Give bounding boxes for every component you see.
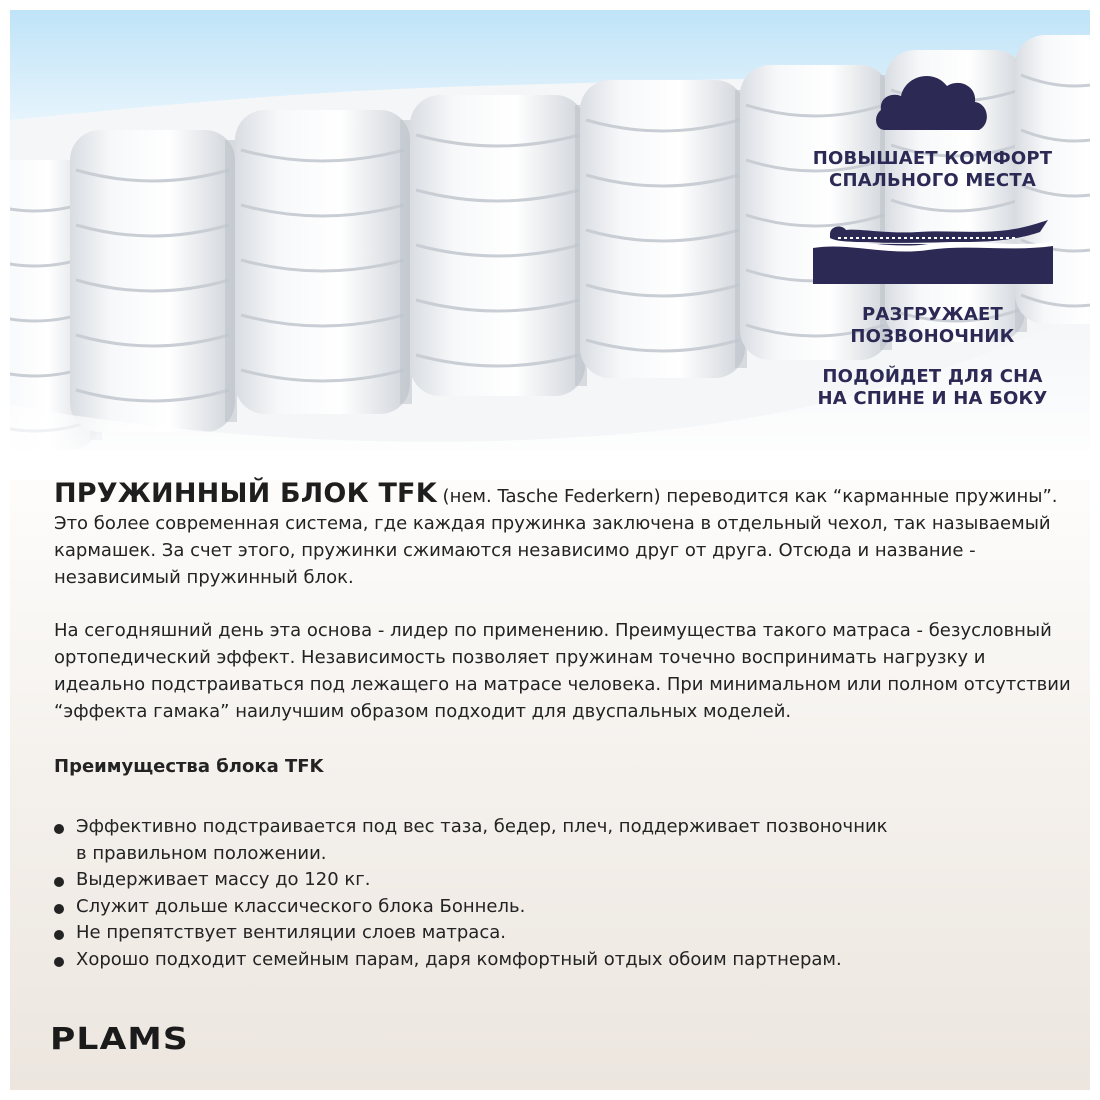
list-item: Служит дольше классического блока Боннель. bbox=[54, 894, 1074, 921]
advantages-list bbox=[54, 814, 1074, 973]
feature-list bbox=[785, 60, 1080, 410]
intro-title: ПРУЖИННЫЙ БЛОК TFK bbox=[54, 478, 437, 509]
brand-logo: PLAMS bbox=[50, 1022, 189, 1057]
feature-sleep-position-text: ПОДОЙДЕТ ДЛЯ СНА НА СПИНЕ И НА БОКУ bbox=[817, 366, 1048, 409]
list-item: Не препятствует вентиляции слоев матраса. bbox=[54, 920, 1074, 947]
cloud-icon bbox=[785, 60, 1080, 138]
list-item: Выдерживает массу до 120 кг. bbox=[54, 867, 1074, 894]
main-paragraph: На сегодняшний день эта основа - лидер по применению. Преимущества такого матраса - безусловный ортопедический эффект. Независимость позволяет пружинам точечно воспринимать нагрузку и идеально подстраиваться под лежащего на матрасе человека. При минимальном или полном отсутствии “эффекта гамака” наилучшим образом подходит для двуспальных моделей. bbox=[54, 620, 1071, 722]
product-card bbox=[10, 10, 1090, 1090]
list-item: Хорошо подходит семейным парам, даря комфортный отдых обоим партнерам. bbox=[54, 947, 1074, 974]
list-item: Эффективно подстраивается под вес таза, бедер, плеч, поддерживает позвоночник в правильном положении. bbox=[54, 814, 1074, 867]
advantages-title: Преимущества блока TFK bbox=[54, 756, 324, 777]
feature-comfort-text: ПОВЫШАЕТ КОМФОРТ СПАЛЬНОГО МЕСТА bbox=[812, 148, 1053, 191]
description-section bbox=[54, 480, 1074, 973]
mattress-person-icon bbox=[785, 216, 1080, 286]
feature-spine-text: РАЗГРУЖАЕТ ПОЗВОНОЧНИК bbox=[850, 304, 1015, 347]
intro-text: (нем. Tasche Federkern) переводится как “карманные пружины”. Это более современная система, где каждая пружинка заключена в отдельный чехол, так называемый кармашек. За счет этого, пружинки сжимаются независимо друг от друга. Отсюда и название - независимый пружинный блок. bbox=[54, 486, 1058, 588]
intro-paragraph bbox=[54, 480, 1074, 591]
